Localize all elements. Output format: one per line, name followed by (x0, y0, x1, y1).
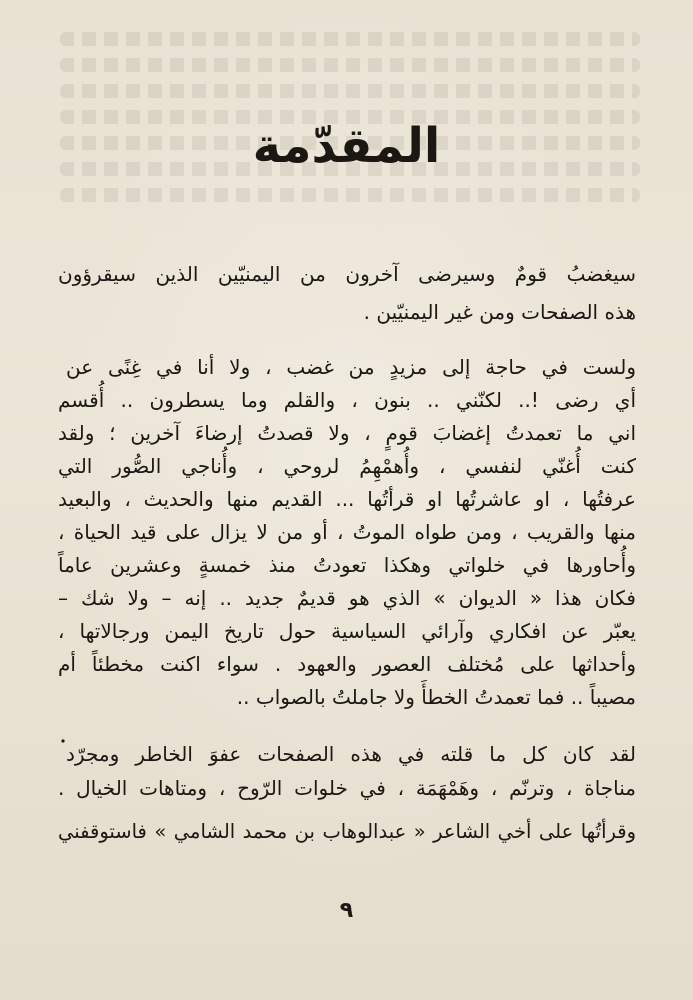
text-line: وأُحاورها في خلواتي وهكذا تعودتُ منذ خمسةٍ وعشرين عاماً (58, 553, 636, 577)
text-line: اني ما تعمدتُ إغضابَ قومٍ ، ولا قصدتُ إرضاءَ آخرين ؛ ولقد (58, 421, 636, 445)
ink-speck (60, 738, 66, 744)
text-line: كنت أُغنّي لنفسي ، وأُهمْهِمُ لروحي ، وأُناجي الصُّور التي (58, 454, 636, 478)
text-line: يعبّر عن افكاري وآرائي السياسية حول تاريخ اليمن ورجالاتها ، (58, 619, 636, 643)
text-line: وأحداثها على مُختلف العصور والعهود . سواء اكنت مخطئاً أم (58, 652, 636, 676)
text-line: منها والقريب ، ومن طواه الموتُ ، أو من لا يزال على قيد الحياة ، (58, 520, 636, 544)
page-number: ٩ (339, 898, 354, 923)
text-line: لقد كان كل ما قلته في هذه الصفحات عفوَ الخاطر ومجرّد (66, 742, 636, 766)
text-line: ولست في حاجة إلى مزيدٍ من غضب ، ولا أنا في غِنًى عن (66, 355, 636, 379)
page-title: المقدّمة (252, 118, 441, 174)
text-line: سيغضبُ قومٌ وسيرضى آخرون من اليمنيّين الذين سيقرؤون (58, 262, 636, 286)
text-line: أي رضى !.. لكنّني .. بنون ، والقلم وما يسطرون .. أُقسم (58, 388, 636, 412)
text-line: وقرأتُها على أخي الشاعر « عبدالوهاب بن محمد الشامي » فاستوقفني (58, 820, 636, 843)
text-line: مصيباً .. فما تعمدتُ الخطأَ ولا جاملتُ بالصواب .. (236, 685, 636, 709)
text-line: مناجاة ، وترنّم ، وهَمْهَمَة ، في خلوات الرّوح ، ومتاهات الخيال . (58, 776, 636, 800)
text-line: عرفتُها ، او عاشرتُها او قرأتُها ... القديم منها والحديث ، والبعيد (58, 487, 636, 511)
text-line: فكان هذا « الديوان » الذي هو قديمٌ جديد .. إنه – ولا شك – (58, 586, 636, 610)
text-line: هذه الصفحات ومن غير اليمنيّين . (363, 300, 636, 324)
